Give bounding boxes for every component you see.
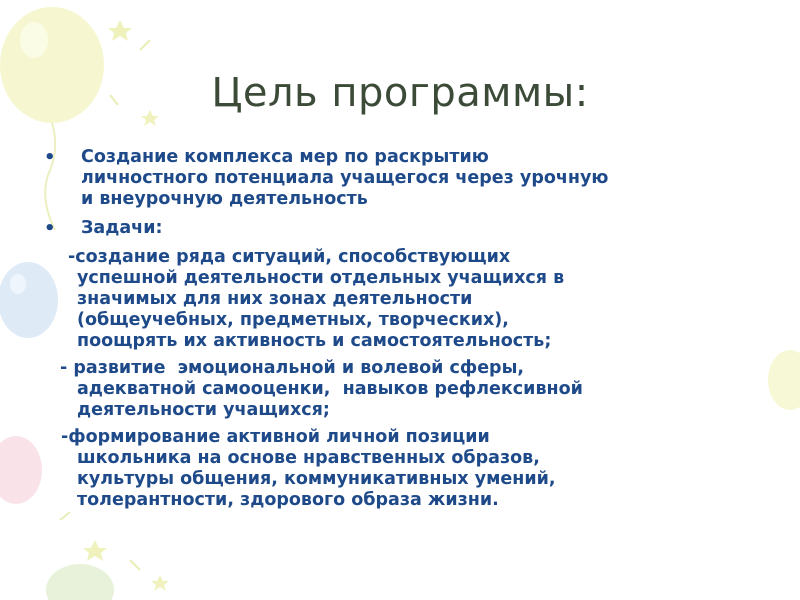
task-line: - развитие эмоциональной и волевой сферы, xyxy=(60,358,525,378)
task-line: -формирование активной личной позиции xyxy=(61,427,490,447)
bullet-item-goal xyxy=(44,147,764,210)
task-item xyxy=(44,247,764,352)
task-line: культуры общения, коммуникативных умений, xyxy=(77,469,556,489)
task-line: адекватной самооценки, навыков рефлексивной xyxy=(77,379,583,399)
task-line: поощрять их активность и самостоятельность; xyxy=(77,331,552,351)
task-line: школьника на основе нравственных образов, xyxy=(77,448,540,468)
bullet-item-tasks xyxy=(44,218,764,239)
task-line: (общеучебных, предметных, творческих), xyxy=(77,310,509,330)
slide-body xyxy=(44,147,764,517)
task-line: успешной деятельности отдельных учащихся в xyxy=(77,268,565,288)
bullet-line: личностного потенциала учащегося через урочную xyxy=(81,168,609,188)
task-line: значимых для них зонах деятельности xyxy=(77,289,473,309)
balloon-icon xyxy=(46,564,114,600)
balloon-icon xyxy=(0,436,42,504)
slide-title: Цель программы: xyxy=(211,70,589,116)
bullet-line: Создание комплекса мер по раскрытию xyxy=(81,147,489,167)
bullet-dot-icon: • xyxy=(44,147,56,168)
task-item xyxy=(44,427,764,511)
task-item xyxy=(44,358,764,421)
task-line: толерантности, здорового образа жизни. xyxy=(77,490,499,510)
task-line: деятельности учащихся; xyxy=(77,400,330,420)
task-line: -создание ряда ситуаций, способствующих xyxy=(68,247,511,267)
bullet-line: Задачи: xyxy=(81,218,163,238)
balloon-icon xyxy=(768,350,800,410)
bullet-dot-icon: • xyxy=(44,218,56,239)
bullet-line: и внеурочную деятельность xyxy=(81,189,368,209)
